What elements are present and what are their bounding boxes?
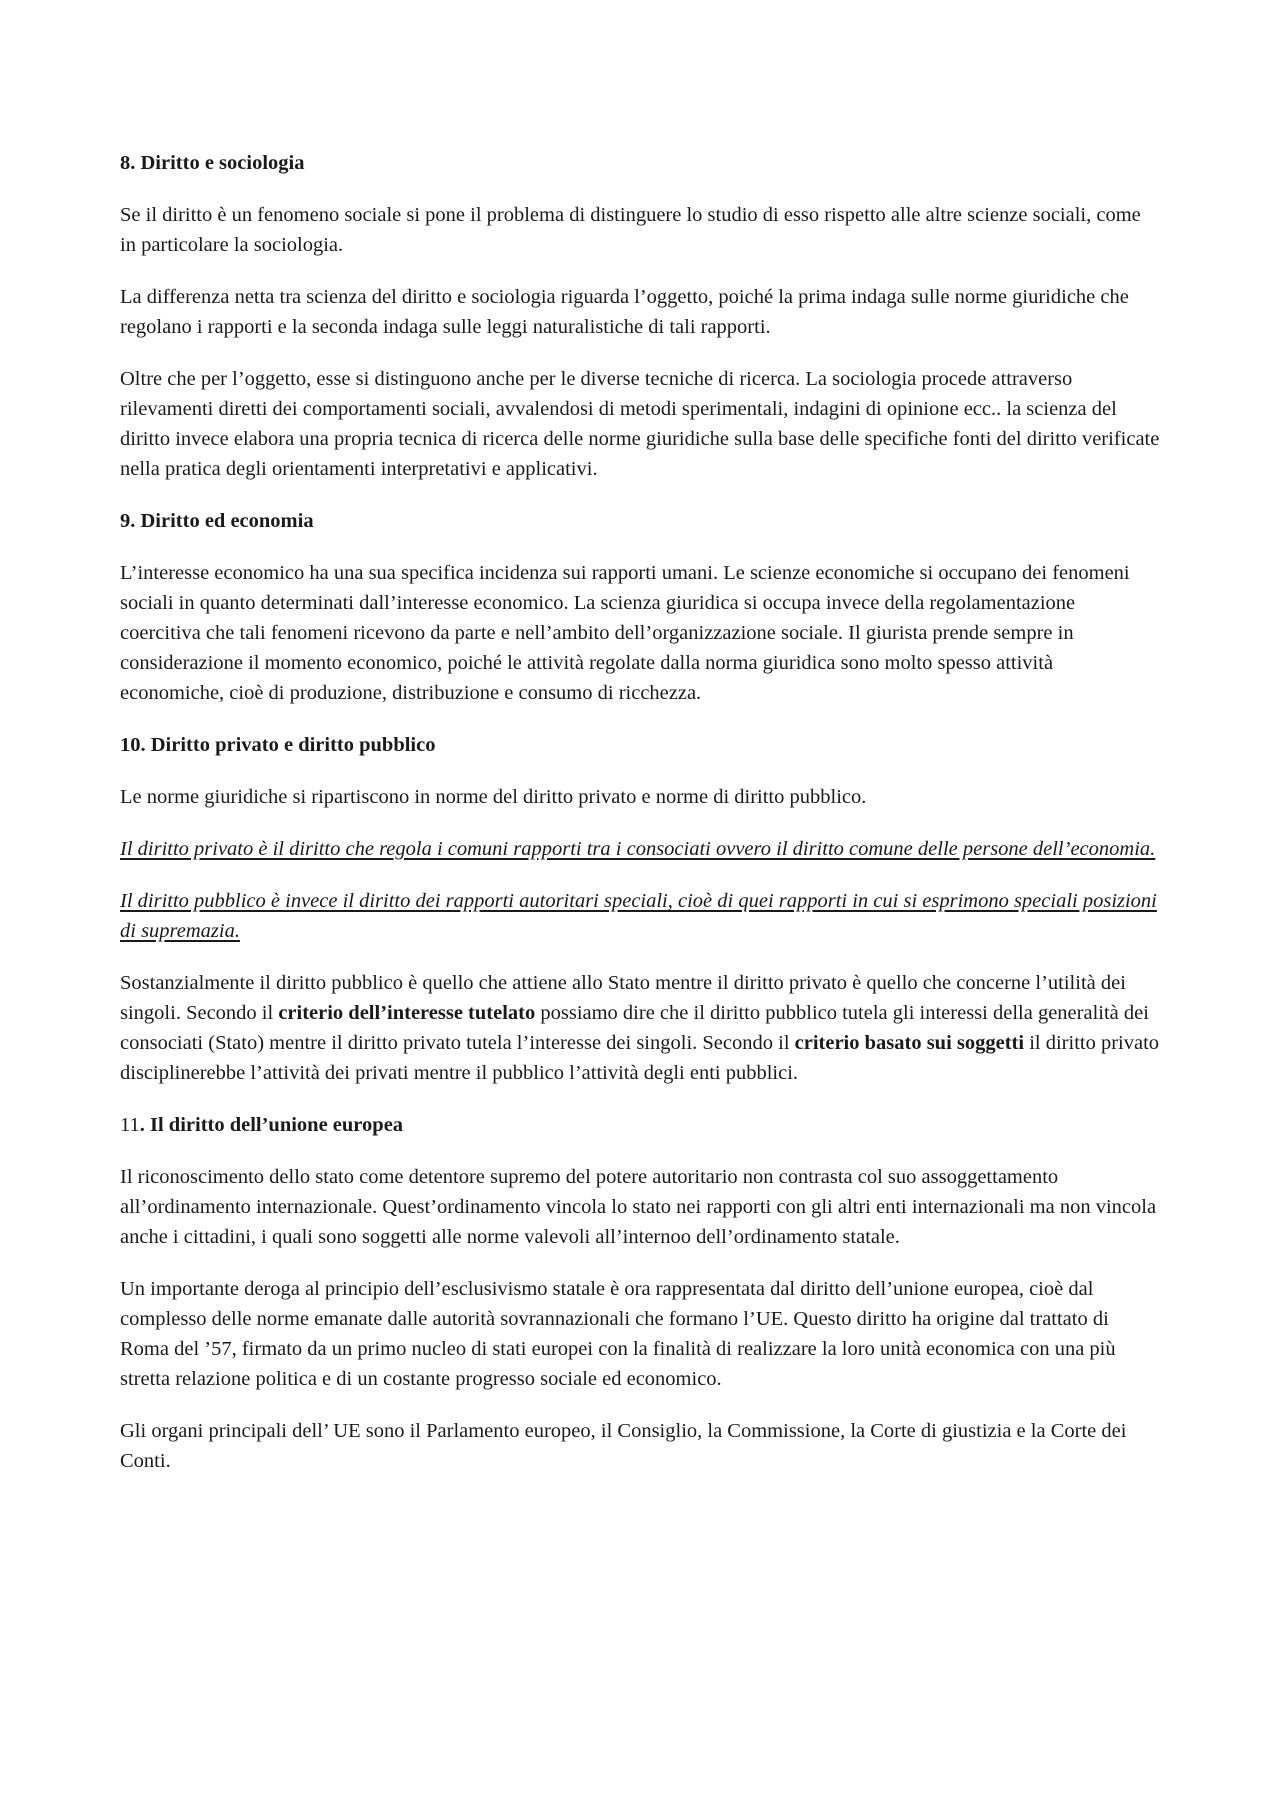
bold-term: criterio dell’interesse tutelato <box>278 1002 536 1024</box>
paragraph: Le norme giuridiche si ripartiscono in norme del diritto privato e norme di diritto pubblico. <box>120 786 867 808</box>
heading-section-8: 8. Diritto e sociologia <box>120 152 305 174</box>
paragraph: Se il diritto è un fenomeno sociale si pone il problema di distinguere lo studio di esso rispetto alle altre scienze sociali, come in particolare la sociologia. <box>120 204 1141 256</box>
heading-number: 11 <box>120 1114 140 1136</box>
definition-public-law: Il diritto pubblico è invece il diritto dei rapporti autoritari speciali, cioè di quei rapporti in cui si esprimono speciali posizioni di supremazia. <box>120 890 1157 942</box>
text-run: possiamo dire che il diritto pubblico tutela gli interessi della generalità dei consociati (Stato) mentre il diritto privato tutela l’interesse dei singoli. Secondo il <box>120 1002 1149 1054</box>
text-run: il diritto privato disciplinerebbe l’attività dei privati mentre il pubblico l’attività degli enti pubblici. <box>120 1032 1160 1084</box>
paragraph: Oltre che per l’oggetto, esse si distinguono anche per le diverse tecniche di ricerca. La sociologia procede attraverso rilevamenti diretti dei comportamenti sociali, avvalendosi di metodi sperimentali, indagini di opinione ecc.. la scienza del diritto invece elabora una propria tecnica di ricerca delle norme giuridiche sulla base delle specifiche fonti del diritto verificate nella pratica degli orientamenti interpretativi e applicativi. <box>120 368 1160 480</box>
heading-section-9: 9. Diritto ed economia <box>120 510 314 532</box>
definition-private-law: Il diritto privato è il diritto che regola i comuni rapporti tra i consociati ovvero il diritto comune delle persone dell’economia. <box>120 838 1156 860</box>
paragraph: Un importante deroga al principio dell’esclusivismo statale è ora rappresentata dal diritto dell’unione europea, cioè dal complesso delle norme emanate dalle autorità sovrannazionali che formano l’UE. Questo diritto ha origine dal trattato di Roma del ’57, firmato da un primo nucleo di stati europei con la finalità di realizzare la loro unità economica con una più stretta relazione politica e di un costante progresso sociale ed economico. <box>120 1278 1116 1390</box>
paragraph: L’interesse economico ha una sua specifica incidenza sui rapporti umani. Le scienze economiche si occupano dei fenomeni sociali in quanto determinati dall’interesse economico. La scienza giuridica si occupa invece della regolamentazione coercitiva che tali fenomeni ricevono da parte e nell’ambito dell’organizzazione sociale. Il giurista prende sempre in considerazione il momento economico, poiché le attività regolate dalla norma giuridica sono molto spesso attività economiche, cioè di produzione, distribuzione e consumo di ricchezza. <box>120 562 1130 704</box>
document-page <box>120 148 1160 1498</box>
paragraph <box>120 968 1160 1088</box>
text-run: Sostanzialmente il diritto pubblico è quello che attiene allo Stato mentre il diritto privato è quello che concerne l’utilità dei singoli. Secondo il <box>120 972 1126 1024</box>
paragraph: La differenza netta tra scienza del diritto e sociologia riguarda l’oggetto, poiché la prima indaga sulle norme giuridiche che regolano i rapporti e la seconda indaga sulle leggi naturalistiche di tali rapporti. <box>120 286 1129 338</box>
paragraph: Gli organi principali dell’ UE sono il Parlamento europeo, il Consiglio, la Commissione, la Corte di giustizia e la Corte dei Conti. <box>120 1420 1127 1472</box>
heading-text: . Il diritto dell’unione europea <box>139 1114 404 1136</box>
bold-term: criterio basato sui soggetti <box>794 1032 1025 1054</box>
heading-section-10: 10. Diritto privato e diritto pubblico <box>120 734 436 756</box>
paragraph: Il riconoscimento dello stato come detentore supremo del potere autoritario non contrasta col suo assoggettamento all’ordinamento internazionale. Quest’ordinamento vincola lo stato nei rapporti con gli altri enti internazionali ma non vincola anche i cittadini, i quali sono soggetti alle norme valevoli all’internoo dell’ordinamento statale. <box>120 1166 1157 1248</box>
heading-section-11 <box>120 1110 1160 1140</box>
